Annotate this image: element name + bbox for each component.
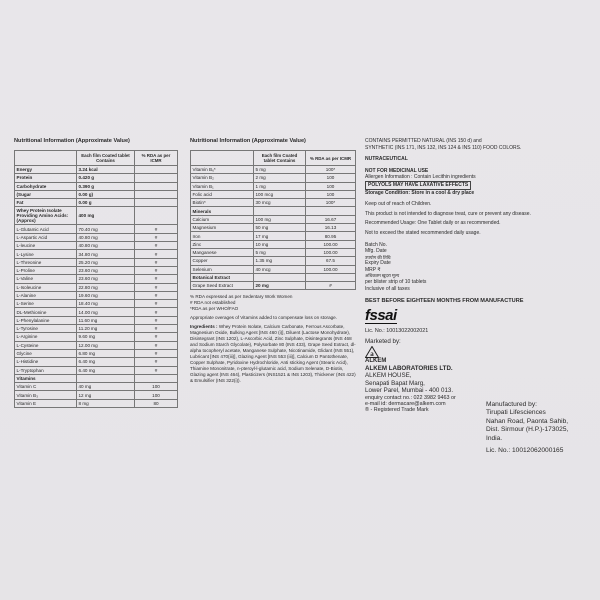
nutrient-rda	[135, 182, 178, 190]
nutrient-name: Carbohydrate	[15, 182, 77, 190]
nutrient-rda: #	[135, 366, 178, 374]
nutrient-name: L-Arginine	[15, 333, 77, 341]
nutrient-rda: 100.00	[306, 248, 356, 256]
note-overages: Appropriate overages of Vitamins added to compensate loss on storage.	[190, 315, 338, 321]
qty-header: Each film Coated tablet Contains	[77, 151, 135, 166]
nutrient-row	[15, 358, 178, 366]
note-sedentary: % RDA expressed as per Sedentary Work Women	[190, 294, 293, 300]
nutrient-name: L-Aspartic Acid	[15, 233, 77, 241]
nutrient-rda: 16.67	[306, 215, 356, 223]
nutrient-qty: 0.390 g	[77, 182, 135, 190]
nutrient-row	[15, 300, 178, 308]
nutrient-qty: 22.80 mg	[77, 283, 135, 291]
nutrient-row	[15, 391, 178, 399]
nutrient-rda: 100	[306, 174, 356, 182]
nutrient-row	[15, 374, 178, 382]
nutrient-row	[191, 240, 356, 248]
nutrient-name: Grape Seed Extract	[191, 282, 254, 290]
nutrient-qty: 100 mcg	[254, 190, 306, 198]
nutrient-qty: 2 mg	[254, 174, 306, 182]
info-column	[365, 138, 587, 455]
nutrient-name: L-leucine	[15, 242, 77, 250]
ingredients-list: Whey Protein Isolate, Calcium Carbonate, Ferrous Ascorbate, Magnesium Oxide, Bulking Agent [INS 460 (i)], Diluent (Lactose Monohydrate), Disintegrant (INS 1202), L-Ascorbic Acid, Zinc Sulphate, Disintegrants (INS 468 and Sodium Starch Glycolate), Polysorbate 80 (INS 433), Grape Seed Extract, dl- alpha tocopheryl acetate, Manganese Sulphate, Nicotinamide, Glidant (INS 551), Lubricant [INS 470(iii)], Glazing Agent [INS 553 (iii)], Calcium D Pantothenate, Copper Sulphate, Pyridoxine Hydrochloride, Anti sticking Agent (Stearic Acid), Thiamine Mononitrate, n-pteroyl-l-glutamic acid, Sodium Selenate, D-Biotin, Glazing agent (INS 464), Plasticizers (INS1521 & INS 1203), Thickener (INS 422) & Emulsifier (INS 322(i)).	[190, 324, 356, 384]
nutrient-qty: 14.00 mg	[77, 308, 135, 316]
polyols-warning: POLYOLS MAY HAVE LAXATIVE EFFECTS	[365, 181, 471, 190]
nutrient-row	[191, 215, 356, 223]
blank-header	[15, 151, 77, 166]
blank-header	[191, 151, 254, 166]
nutrient-qty: 40 mg	[77, 383, 135, 391]
nutrient-rda: #	[135, 358, 178, 366]
nutrient-row	[15, 325, 178, 333]
nutrient-row	[15, 291, 178, 299]
nutrient-qty: 20 mg	[254, 282, 306, 290]
nutrient-row	[15, 349, 178, 357]
note-who-fao: *RDA as per WHO/FAO	[190, 306, 239, 312]
nutrient-rda: #	[135, 333, 178, 341]
nutrient-row	[15, 275, 178, 283]
nutrient-qty: 0.420 g	[77, 174, 135, 182]
nutrient-rda	[135, 190, 178, 198]
nutrient-name: Vitamin B₂	[191, 174, 254, 182]
nutrient-row	[191, 248, 356, 256]
nutrient-qty: 50 mg	[254, 224, 306, 232]
nutrient-qty	[254, 273, 306, 281]
nutrient-rda: #	[135, 258, 178, 266]
nutrient-name: L-Phenylalanine	[15, 316, 77, 324]
nutrient-qty: 40.80 mg	[77, 242, 135, 250]
company-house: ALKEM HOUSE,	[365, 372, 412, 380]
nutrient-qty: 0.00 g)	[77, 190, 135, 198]
per-strip: per blister strip of 10 tablets	[365, 278, 427, 285]
rda-notes	[190, 294, 356, 384]
nutrient-rda: #	[135, 283, 178, 291]
nutrient-rda: 80	[135, 399, 178, 407]
nutrient-rda: 100	[306, 182, 356, 190]
nutrient-name: Minerals	[191, 207, 254, 215]
nutrient-qty: 40.80 mg	[77, 233, 135, 241]
colors-line-1: CONTAINS PERMITTED NATURAL (INS 150 d) and	[365, 138, 482, 144]
nutrient-qty: 3.24 kcal	[77, 166, 135, 174]
colors-line-2: SYNTHETIC (INS 171, INS 132, INS 124 & INS 110) FOOD COLORS.	[365, 144, 522, 151]
nutrient-name: Energy	[15, 166, 77, 174]
nutrient-row	[15, 399, 178, 407]
company-name: ALKEM LABORATORIES LTD.	[365, 364, 453, 372]
nutrient-qty	[77, 374, 135, 382]
manufactured-by-label: Manufactured by:	[486, 401, 537, 408]
nutrient-rda: #	[135, 349, 178, 357]
nutrient-row	[15, 333, 178, 341]
nutrient-name: Vitamin B₃	[15, 391, 77, 399]
alkem-logo-text: ALKEM	[365, 357, 387, 364]
ingredients-text	[190, 324, 356, 384]
keep-away-children: Keep out of reach of Children.	[365, 201, 432, 208]
hindi-mrp: अधिकतम खुदरा मूल्य	[365, 273, 400, 279]
nutrient-qty: 11.60 mg	[77, 316, 135, 324]
nutrient-rda: 80.95	[306, 232, 356, 240]
nutrient-qty: 10 mg	[254, 240, 306, 248]
nutrient-name: L-Threonine	[15, 258, 77, 266]
inclusive-taxes: Inclusive of all taxes	[365, 285, 410, 292]
nutrient-row	[191, 273, 356, 281]
nutrient-name: Fat	[15, 199, 77, 207]
not-medicinal-label: NOT FOR MEDICINAL USE	[365, 167, 429, 174]
nutrient-row	[15, 182, 178, 190]
nutrient-name: L-Proline	[15, 266, 77, 274]
nutrient-row	[15, 190, 178, 198]
nutrient-row	[15, 207, 178, 225]
nutrient-row	[15, 383, 178, 391]
nutrient-qty: 400 mg	[77, 207, 135, 225]
nutrient-qty: 6.80 mg	[77, 349, 135, 357]
nutrient-qty: 1.35 mg	[254, 257, 306, 265]
best-before: BEST BEFORE EIGHTEEN MONTHS FROM MANUFACTURE	[365, 298, 524, 305]
nutrient-row	[15, 174, 178, 182]
nutrient-name: Protein	[15, 174, 77, 182]
nutrient-qty: 100 mg	[254, 215, 306, 223]
nutrient-name: Vitamin B₁	[191, 182, 254, 190]
nutrient-rda: #	[135, 233, 178, 241]
nutrient-name: Biotin*	[191, 199, 254, 207]
qty-header: Each film Coated tablet Contains	[254, 151, 306, 166]
alkem-logo	[365, 346, 587, 365]
nutrient-qty: 6.40 mg	[77, 366, 135, 374]
nutrition-title-1: Nutritional Information (Approximate Value)	[14, 138, 130, 144]
nutrient-row	[191, 257, 356, 265]
nutrient-qty: 0.00 g	[77, 199, 135, 207]
nutrition-table-1	[14, 150, 178, 408]
nutrient-name: L-Tyrosine	[15, 325, 77, 333]
nutrient-row	[191, 207, 356, 215]
nutrient-row	[15, 225, 178, 233]
nutrient-name: Glycine	[15, 349, 77, 357]
nutrient-rda: #	[135, 316, 178, 324]
alkem-logo-icon	[365, 346, 379, 358]
nutrient-qty: 19.60 mg	[77, 291, 135, 299]
nutrient-qty: 5 mg	[254, 248, 306, 256]
nutrient-qty: 12.00 mg	[77, 341, 135, 349]
nutrient-rda: 100.00	[306, 240, 356, 248]
svg-text:a: a	[370, 349, 374, 358]
nutrient-rda: #	[135, 242, 178, 250]
nutrient-rda	[135, 374, 178, 382]
mfg-date: Mfg. Date	[365, 248, 387, 255]
nutrient-name: L-Histidine	[15, 358, 77, 366]
nutrition-table-2	[190, 150, 356, 290]
nutrient-row	[191, 224, 356, 232]
nutrient-rda: #	[135, 266, 178, 274]
nutrient-qty: 23.60 mg	[77, 275, 135, 283]
note-rda-not-established: # RDA not established	[190, 300, 236, 306]
nutrient-qty: 6.40 mg	[77, 358, 135, 366]
nutrient-rda: 100	[135, 391, 178, 399]
nutrient-name: Selenium	[191, 265, 254, 273]
nutrient-row	[15, 308, 178, 316]
hindi-expiry: उपयोग की तिथि	[365, 254, 391, 260]
nutrient-name: Vitamin E	[15, 399, 77, 407]
nutrient-name: Folic acid	[191, 190, 254, 198]
nutrient-row	[15, 341, 178, 349]
nutrient-rda: #	[306, 282, 356, 290]
nutrient-row	[15, 166, 178, 174]
company-city: Lower Parel, Mumbai - 400 013.	[365, 387, 454, 395]
nutrient-qty: 1 mg	[254, 182, 306, 190]
expiry-date: Expiry Date	[365, 260, 391, 267]
nutrient-name: L-Valine	[15, 275, 77, 283]
nutrient-rda: 100*	[306, 199, 356, 207]
nutrient-row	[191, 166, 356, 174]
nutrient-name: L-Isoleucine	[15, 283, 77, 291]
nutrient-row	[191, 190, 356, 198]
nutraceutical-label: NUTRACEUTICAL	[365, 156, 408, 163]
nutrient-qty: 9.60 mg	[77, 333, 135, 341]
nutrient-name: L-Alanine	[15, 291, 77, 299]
nutrient-name: Calcium	[191, 215, 254, 223]
nutrient-rda	[135, 207, 178, 225]
not-intended: This product is not intended to diagnose treat, cure or prevent any disease.	[365, 210, 531, 217]
trademark: ® - Registered Trade Mark	[365, 407, 429, 414]
nutrient-name: (Sugar	[15, 190, 77, 198]
nutrient-qty: 25.20 mg	[77, 258, 135, 266]
nutrient-qty: 40 mcg	[254, 265, 306, 273]
nutrient-qty: 5 mg	[254, 166, 306, 174]
manufacturer-license: Lic. No.: 10012062000165	[486, 447, 564, 455]
nutrient-rda: 100	[306, 190, 356, 198]
nutrition-column-1	[14, 138, 178, 408]
nutrient-qty: 18.40 mg	[77, 300, 135, 308]
manufacturer-address-3: India.	[486, 434, 503, 442]
nutrient-row	[15, 233, 178, 241]
nutrient-row	[15, 199, 178, 207]
nutrient-qty: 23.60 mg	[77, 266, 135, 274]
manufacturer-block	[486, 401, 568, 455]
nutrient-rda	[306, 207, 356, 215]
nutrient-rda: 100*	[306, 166, 356, 174]
nutrient-qty: 30 mcg	[254, 199, 306, 207]
mrp: MRP ₹	[365, 266, 381, 273]
nutrient-qty	[254, 207, 306, 215]
nutrient-qty: 11.20 mg	[77, 325, 135, 333]
allergen-info: Allergen Information : Contain Lecithin ingredients	[365, 174, 476, 181]
manufacturer-name: Tirupati Lifesciences	[486, 409, 546, 417]
nutrient-row	[191, 199, 356, 207]
nutrient-name: L-Cysteine	[15, 341, 77, 349]
nutrient-row	[15, 250, 178, 258]
nutrient-name: Manganese	[191, 248, 254, 256]
nutrient-row	[15, 266, 178, 274]
marketed-by-label: Marketed by:	[365, 337, 401, 345]
nutrient-rda: #	[135, 225, 178, 233]
nutrient-row	[15, 366, 178, 374]
nutrient-rda: #	[135, 300, 178, 308]
batch-no: Batch No.	[365, 241, 387, 248]
nutrient-name: Vitamins	[15, 374, 77, 382]
nutrient-name: L-Tryptophan	[15, 366, 77, 374]
nutrient-rda: 100.00	[306, 265, 356, 273]
nutrient-row	[15, 242, 178, 250]
nutrient-row	[191, 265, 356, 273]
nutrient-name: Whey Protein Isolate Providing Amino Acids: (Approx)	[15, 207, 77, 225]
enquiry-contact: enquiry contact no.: 022 3982 9463 or	[365, 394, 456, 401]
email: e-mail id: dermacare@alkem.com	[365, 400, 446, 407]
nutrient-name: Magnesium	[191, 224, 254, 232]
nutrient-rda: #	[135, 275, 178, 283]
nutrient-rda: #	[135, 325, 178, 333]
nutrient-rda	[135, 199, 178, 207]
nutrient-name: Vitamin C	[15, 383, 77, 391]
nutrient-row	[191, 182, 356, 190]
nutrient-row	[15, 316, 178, 324]
nutrient-name: Iron	[191, 232, 254, 240]
rda-header: % RDA as per ICMR	[135, 151, 178, 166]
ingredients-label: Ingredients :	[190, 324, 218, 330]
nutrition-title-2: Nutritional Information (Approximate Value)	[190, 138, 306, 144]
fssai-license: Lic. No.: 10013022002021	[365, 328, 429, 335]
nutrient-rda: #	[135, 291, 178, 299]
nutrient-name: Vitamin B₆*	[191, 166, 254, 174]
nutrient-name: L-Serine	[15, 300, 77, 308]
nutrient-row	[191, 174, 356, 182]
nutrient-qty: 70.40 mg	[77, 225, 135, 233]
nutrient-rda: #	[135, 308, 178, 316]
nutrient-rda: #	[135, 250, 178, 258]
rda-header: % RDA as per ICMR	[306, 151, 356, 166]
manufacturer-address-2: Dist. Sirmour (H.P.)-173025,	[486, 426, 569, 434]
nutrient-name: L-Glutamic Acid	[15, 225, 77, 233]
nutrient-row	[191, 232, 356, 240]
recommended-usage: Recommended Usage: One Tablet daily or as recommended.	[365, 220, 501, 227]
nutrient-name: Zinc	[191, 240, 254, 248]
nutrient-name: Botanical Extract	[191, 273, 254, 281]
nutrient-rda	[135, 174, 178, 182]
nutrient-row	[15, 283, 178, 291]
not-exceed: Not to exceed the stated recommended daily usage.	[365, 229, 481, 236]
storage-condition: Storage Condition: Store in a cool & dry place	[365, 189, 475, 196]
manufacturer-address-1: Nahan Road, Paonta Sahib,	[486, 417, 569, 425]
nutrient-rda: 67.5	[306, 257, 356, 265]
nutrient-name: L-Lysine	[15, 250, 77, 258]
company-street: Senapati Bapat Marg,	[365, 379, 425, 387]
nutrient-row	[191, 282, 356, 290]
nutrient-row	[15, 258, 178, 266]
nutrient-rda: 16.13	[306, 224, 356, 232]
nutrient-rda: 100	[135, 383, 178, 391]
nutrition-column-2	[190, 138, 356, 384]
nutrient-rda	[306, 273, 356, 281]
nutrient-qty: 8 mg	[77, 399, 135, 407]
nutrient-qty: 17 mg	[254, 232, 306, 240]
fssai-logo: fssai	[365, 307, 397, 325]
nutrient-rda	[135, 166, 178, 174]
nutrient-qty: 12 mg	[77, 391, 135, 399]
nutrient-name: DL-Methionine	[15, 308, 77, 316]
nutrient-name: Copper	[191, 257, 254, 265]
nutrient-qty: 34.80 mg	[77, 250, 135, 258]
nutrient-rda: #	[135, 341, 178, 349]
